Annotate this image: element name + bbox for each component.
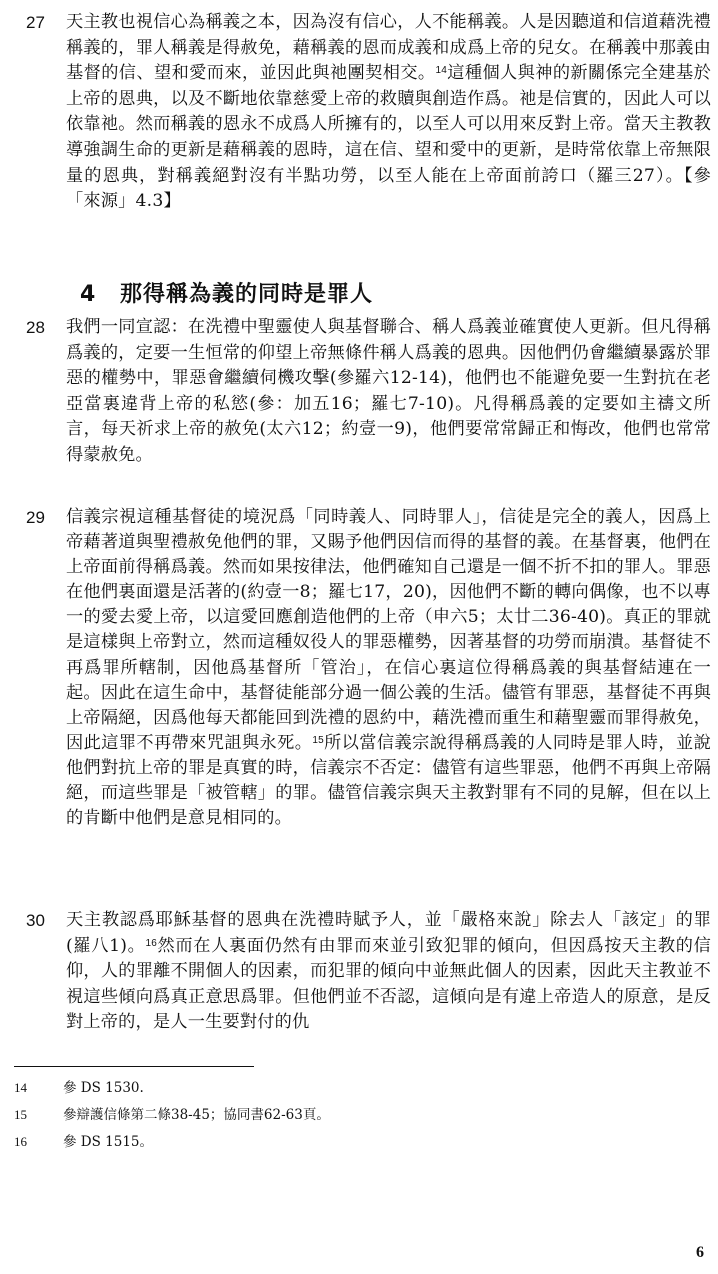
footnote-14 [0,1078,718,1100]
paragraph-text [66,10,711,215]
paragraph-number: 27 [26,13,45,32]
footnote-number: 15 [14,1107,27,1122]
paragraph-text-part: 這種個人與神的新關係完全建基於上帝的恩典，以及不斷地依靠慈愛上帝的救贖與創造作爲。祂是信實的，因此人可以依靠祂。然而稱義的恩永不成爲人所擁有的，以至人可以用來反對上帝。當天主教教導強調生命的更新是藉稱義的恩時，這在信、望和愛中的更新，是時常依靠上帝無限量的恩典，對稱義絕對沒有半點功勞，以至人能在上帝面前誇口（羅三27）。【參「來源」4.3】 [66,63,711,212]
section-number: 4 [80,282,97,307]
footnote-number: 16 [14,1134,27,1149]
footnote-text: 參 DS 1515。 [63,1134,154,1150]
footnote-text: 參 DS 1530. [63,1080,144,1096]
page-number: 6 [696,1244,704,1261]
paragraph-text-part: 所以當信義宗說得稱爲義的人同時是罪人時，並說他們對抗上帝的罪是真實的時，信義宗不否定：儘管有這些罪惡，他們不再與上帝隔絕，而這些罪是「被管轄」的罪。儘管信義宗與天主教對罪有不同的見解，但在以上的肯斷中他們是意見相同的。 [66,732,711,829]
paragraph-text [66,908,711,1036]
footnote-text: 參辯護信條第二條38-45；協同書62-63頁。 [63,1107,330,1123]
footnote-marker: 15 [312,734,324,746]
section-title: 那得稱為義的同時是罪人 [120,282,374,307]
paragraph-number: 30 [26,911,45,930]
paragraph-text-part: 天主教也視信心為稱義之本，因為沒有信心，人不能稱義。人是因聽道和信道藉洗禮稱義的，罪人稱義是得赦免，藉稱義的恩而成義和成爲上帝的兒女。在稱義中那義由基督的信、望和愛而來，並因此與祂團契相交。 [66,12,711,84]
paragraph-text-part: 信義宗視這種基督徒的境況爲「同時義人、同時罪人」，信徒是完全的義人，因爲上帝藉著道與聖禮赦免他們的罪，又賜予他們因信而得的基督的義。在基督裏，他們在上帝面前得稱爲義。然而如果按律法，他們確知自己還是一個不折不扣的罪人。罪惡在他們裏面還是活著的(約壹一8；羅七17，20)，因他們不斷的轉向偶像，也不以專一的愛去愛上帝，以這愛回應創造他們的上帝（申六5；太廿二36-40)。真正的罪就是這樣與上帝對立，然而這種奴役人的罪惡權勢，因著基督的功勞而崩潰。基督徒不再爲罪所轄制，因他爲基督所「管治」，在信心裏這位得稱爲義的與基督結連在一起。因此在這生命中，基督徒能部分過一個公義的生活。儘管有罪惡，基督徒不再與上帝隔絕，因爲他每天都能回到洗禮的恩約中，藉洗禮而重生和藉聖靈而罪得赦免，因此這罪不再帶來咒詛與永死。 [66,507,711,753]
paragraph-number: 28 [26,318,45,337]
footnote-number: 14 [14,1080,27,1095]
footnote-16 [0,1132,718,1154]
section-heading [80,280,373,310]
paragraph-text-part: 天主教認爲耶穌基督的恩典在洗禮時賦予人，並「嚴格來說」除去人「該定」的罪(羅八1)。 [66,910,711,956]
paragraph-number: 29 [26,508,45,527]
footnote-15 [0,1105,718,1127]
footnote-marker: 14 [435,65,448,77]
footnote-marker: 16 [145,937,158,949]
paragraph-text: 我們一同宣認：在洗禮中聖靈使人與基督聯合、稱人爲義並確實使人更新。但凡得稱爲義的，定要一生恒常的仰望上帝無條件稱人爲義的恩典。因他們仍會繼續暴露於罪惡的權勢中，罪惡會繼續伺機攻擊(參羅六12-14)，他們也不能避免要一生對抗在老亞當裏違背上帝的私慾(參：加五16；羅七7-10)。凡得稱爲義的定要如主禱文所言，每天祈求上帝的赦免(太六12；約壹一9)，他們要常常歸正和悔改，他們也常常得蒙赦免。 [66,317,711,465]
paragraph-text [66,505,711,831]
footnote-divider [14,1066,254,1067]
paragraph-text-part: 然而在人裏面仍然有由罪而來並引致犯罪的傾向，但因爲按天主教的信仰，人的罪離不開個人的因素，而犯罪的傾向中並無此個人的因素，因此天主教並不視這些傾向爲真正意思爲罪。但他們並不否認，這傾向是有違上帝造人的原意，是反對上帝的，是人一生要對付的仇 [66,935,712,1032]
